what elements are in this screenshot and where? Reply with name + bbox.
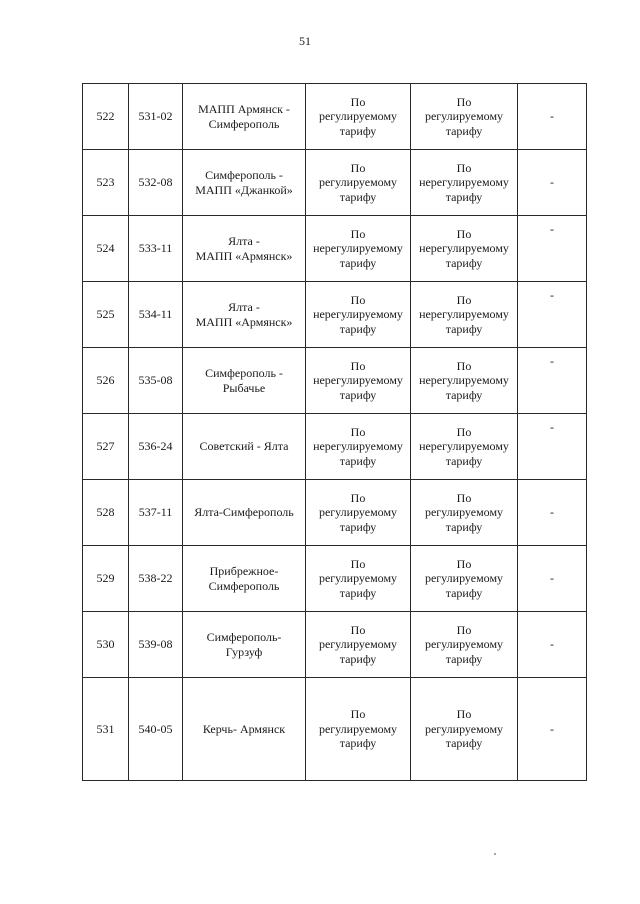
note-cell [518, 84, 587, 150]
route-code-cell [129, 612, 183, 678]
tariff-cell-2 [411, 678, 518, 781]
tariff-line: регулируемому [318, 571, 398, 586]
tariff-line: По [456, 622, 472, 637]
route-name-line: МАПП «Джанкой» [195, 182, 293, 197]
route-name-line: МАПП Армянск - [198, 102, 290, 116]
route-code: 540-05 [138, 721, 173, 736]
row-number: 522 [96, 109, 115, 124]
table-row [83, 84, 587, 150]
row-number-cell [83, 84, 129, 150]
tariff-line: тарифу [445, 255, 483, 270]
tariff-cell-2 [411, 480, 518, 546]
route-code-cell [129, 84, 183, 150]
tariff-line: регулируемому [318, 175, 398, 190]
route-code-cell [129, 348, 183, 414]
row-number: 530 [96, 637, 115, 652]
route-code-cell [129, 150, 183, 216]
table-row [83, 678, 587, 781]
note-dash: - [550, 222, 554, 236]
route-name-line: Гурзуф [225, 644, 263, 659]
row-number: 531 [96, 721, 115, 736]
route-name-line: Прибрежное- [209, 564, 279, 578]
tariff-line: тарифу [339, 387, 377, 402]
note-dash: - [550, 420, 554, 434]
tariff-line: По [350, 358, 366, 373]
tariff-cell-2 [411, 612, 518, 678]
tariff-cell-2 [411, 84, 518, 150]
row-number-cell [83, 348, 129, 414]
tariff-line: По [350, 160, 366, 175]
tariff-cell-1 [306, 348, 411, 414]
note-dash: - [550, 505, 554, 520]
tariff-line: регулируемому [424, 571, 504, 586]
route-name-line: Симферополь [208, 578, 280, 593]
row-number: 523 [96, 175, 115, 190]
tariff-line: По [350, 424, 366, 439]
route-code: 535-08 [138, 373, 173, 388]
route-name-line: Симферополь [208, 116, 280, 131]
route-name-cell [183, 480, 306, 546]
tariff-line: тарифу [445, 585, 483, 600]
tariff-cell-1 [306, 414, 411, 480]
route-code: 538-22 [138, 571, 173, 586]
row-number: 526 [96, 373, 115, 388]
tariff-line: тарифу [445, 519, 483, 534]
tariff-cell-1 [306, 612, 411, 678]
table-row [83, 546, 587, 612]
tariff-line: По [456, 556, 472, 571]
tariff-line: регулируемому [318, 637, 398, 652]
tariff-line: По [350, 226, 366, 241]
table-row [83, 348, 587, 414]
tariff-cell-2 [411, 546, 518, 612]
tariff-line: тарифу [339, 123, 377, 138]
note-dash: - [550, 637, 554, 652]
note-dash: - [550, 721, 554, 736]
tariff-line: тарифу [339, 321, 377, 336]
route-name-cell [183, 612, 306, 678]
route-name-line: Советский - Ялта [199, 439, 289, 454]
route-name-cell [183, 150, 306, 216]
route-name-cell [183, 216, 306, 282]
tariff-cell-1 [306, 546, 411, 612]
tariff-line: тарифу [339, 651, 377, 666]
tariff-line: тарифу [445, 123, 483, 138]
row-number: 529 [96, 571, 115, 586]
tariff-line: нерегулируемому [313, 373, 403, 388]
route-code: 536-24 [138, 439, 173, 454]
route-name-cell [183, 678, 306, 781]
note-dash: - [550, 288, 554, 302]
tariff-line: По [456, 226, 472, 241]
tariff-line: тарифу [339, 519, 377, 534]
route-code: 531-02 [138, 109, 173, 124]
tariff-line: регулируемому [318, 721, 398, 736]
note-dash: - [550, 571, 554, 586]
tariff-cell-2 [411, 150, 518, 216]
route-code-cell [129, 282, 183, 348]
route-name-cell [183, 348, 306, 414]
route-code: 533-11 [138, 241, 173, 256]
routes-table [82, 83, 587, 781]
tariff-line: тарифу [445, 189, 483, 204]
tariff-cell-1 [306, 216, 411, 282]
route-name-line: Ялта-Симферополь [194, 505, 294, 520]
note-cell [518, 546, 587, 612]
tariff-line: По [350, 292, 366, 307]
tariff-line: нерегулируемому [419, 241, 509, 256]
page-number: 51 [299, 34, 311, 48]
row-number-cell [83, 216, 129, 282]
row-number-cell [83, 546, 129, 612]
row-number: 524 [96, 241, 115, 256]
note-dash: - [550, 109, 554, 124]
tariff-cell-1 [306, 84, 411, 150]
tariff-line: регулируемому [424, 505, 504, 520]
tariff-cell-1 [306, 480, 411, 546]
tariff-line: нерегулируемому [313, 307, 403, 322]
row-number-cell [83, 414, 129, 480]
tariff-line: тарифу [339, 255, 377, 270]
tariff-line: По [456, 424, 472, 439]
note-cell [518, 150, 587, 216]
tariff-line: нерегулируемому [313, 241, 403, 256]
route-code: 539-08 [138, 637, 173, 652]
tariff-line: нерегулируемому [313, 439, 403, 454]
tariff-line: регулируемому [424, 721, 504, 736]
row-number-cell [83, 282, 129, 348]
tariff-line: тарифу [339, 585, 377, 600]
tariff-line: По [350, 94, 366, 109]
route-code-cell [129, 216, 183, 282]
note-cell [518, 282, 587, 348]
route-name-line: Симферополь - [205, 366, 283, 380]
route-code-cell [129, 546, 183, 612]
tariff-cell-2 [411, 282, 518, 348]
tariff-line: регулируемому [424, 109, 504, 124]
tariff-line: регулируемому [318, 109, 398, 124]
table-row [83, 216, 587, 282]
tariff-line: тарифу [339, 453, 377, 468]
tariff-cell-2 [411, 414, 518, 480]
route-name-line: Ялта - [228, 300, 260, 314]
row-number: 528 [96, 505, 115, 520]
tariff-line: По [456, 358, 472, 373]
tariff-line: регулируемому [318, 505, 398, 520]
row-number: 527 [96, 439, 115, 454]
row-number-cell [83, 480, 129, 546]
tariff-line: тарифу [445, 453, 483, 468]
tariff-line: тарифу [445, 387, 483, 402]
row-number-cell [83, 678, 129, 781]
route-name-line: Керчь- Армянск [202, 721, 286, 736]
note-dash: - [550, 354, 554, 368]
tariff-line: По [456, 94, 472, 109]
route-code: 534-11 [138, 307, 173, 322]
table-row [83, 414, 587, 480]
route-code: 532-08 [138, 175, 173, 190]
tariff-cell-1 [306, 150, 411, 216]
route-name-line: МАПП «Армянск» [195, 314, 293, 329]
scan-speck [494, 853, 496, 855]
route-name-line: МАПП «Армянск» [195, 248, 293, 263]
route-name-line: Симферополь - [205, 168, 283, 182]
tariff-line: По [456, 707, 472, 722]
route-code-cell [129, 480, 183, 546]
tariff-line: По [456, 292, 472, 307]
tariff-cell-1 [306, 678, 411, 781]
tariff-line: По [350, 556, 366, 571]
route-code-cell [129, 678, 183, 781]
table-row [83, 282, 587, 348]
note-cell [518, 414, 587, 480]
tariff-cell-2 [411, 216, 518, 282]
row-number: 525 [96, 307, 115, 322]
route-code: 537-11 [138, 505, 173, 520]
note-cell [518, 348, 587, 414]
tariff-line: По [350, 622, 366, 637]
note-cell [518, 678, 587, 781]
route-name-cell [183, 546, 306, 612]
table-row [83, 612, 587, 678]
tariff-line: По [456, 490, 472, 505]
tariff-cell-2 [411, 348, 518, 414]
row-number-cell [83, 150, 129, 216]
tariff-line: По [456, 160, 472, 175]
route-code-cell [129, 414, 183, 480]
tariff-cell-1 [306, 282, 411, 348]
tariff-line: тарифу [339, 736, 377, 751]
tariff-line: тарифу [339, 189, 377, 204]
table-row [83, 480, 587, 546]
table-row [83, 150, 587, 216]
tariff-line: тарифу [445, 651, 483, 666]
tariff-line: По [350, 490, 366, 505]
tariff-line: тарифу [445, 321, 483, 336]
tariff-line: регулируемому [424, 637, 504, 652]
tariff-line: нерегулируемому [419, 439, 509, 454]
route-name-line: Симферополь- [206, 630, 282, 644]
note-cell [518, 216, 587, 282]
route-name-line: Ялта - [228, 234, 260, 248]
tariff-line: По [350, 707, 366, 722]
route-name-cell [183, 84, 306, 150]
tariff-line: тарифу [445, 736, 483, 751]
tariff-line: нерегулируемому [419, 175, 509, 190]
route-name-line: Рыбачье [222, 380, 266, 395]
tariff-line: нерегулируемому [419, 307, 509, 322]
row-number-cell [83, 612, 129, 678]
route-name-cell [183, 414, 306, 480]
note-cell [518, 480, 587, 546]
route-name-cell [183, 282, 306, 348]
routes-table-body [83, 84, 587, 781]
note-cell [518, 612, 587, 678]
tariff-line: нерегулируемому [419, 373, 509, 388]
note-dash: - [550, 175, 554, 190]
